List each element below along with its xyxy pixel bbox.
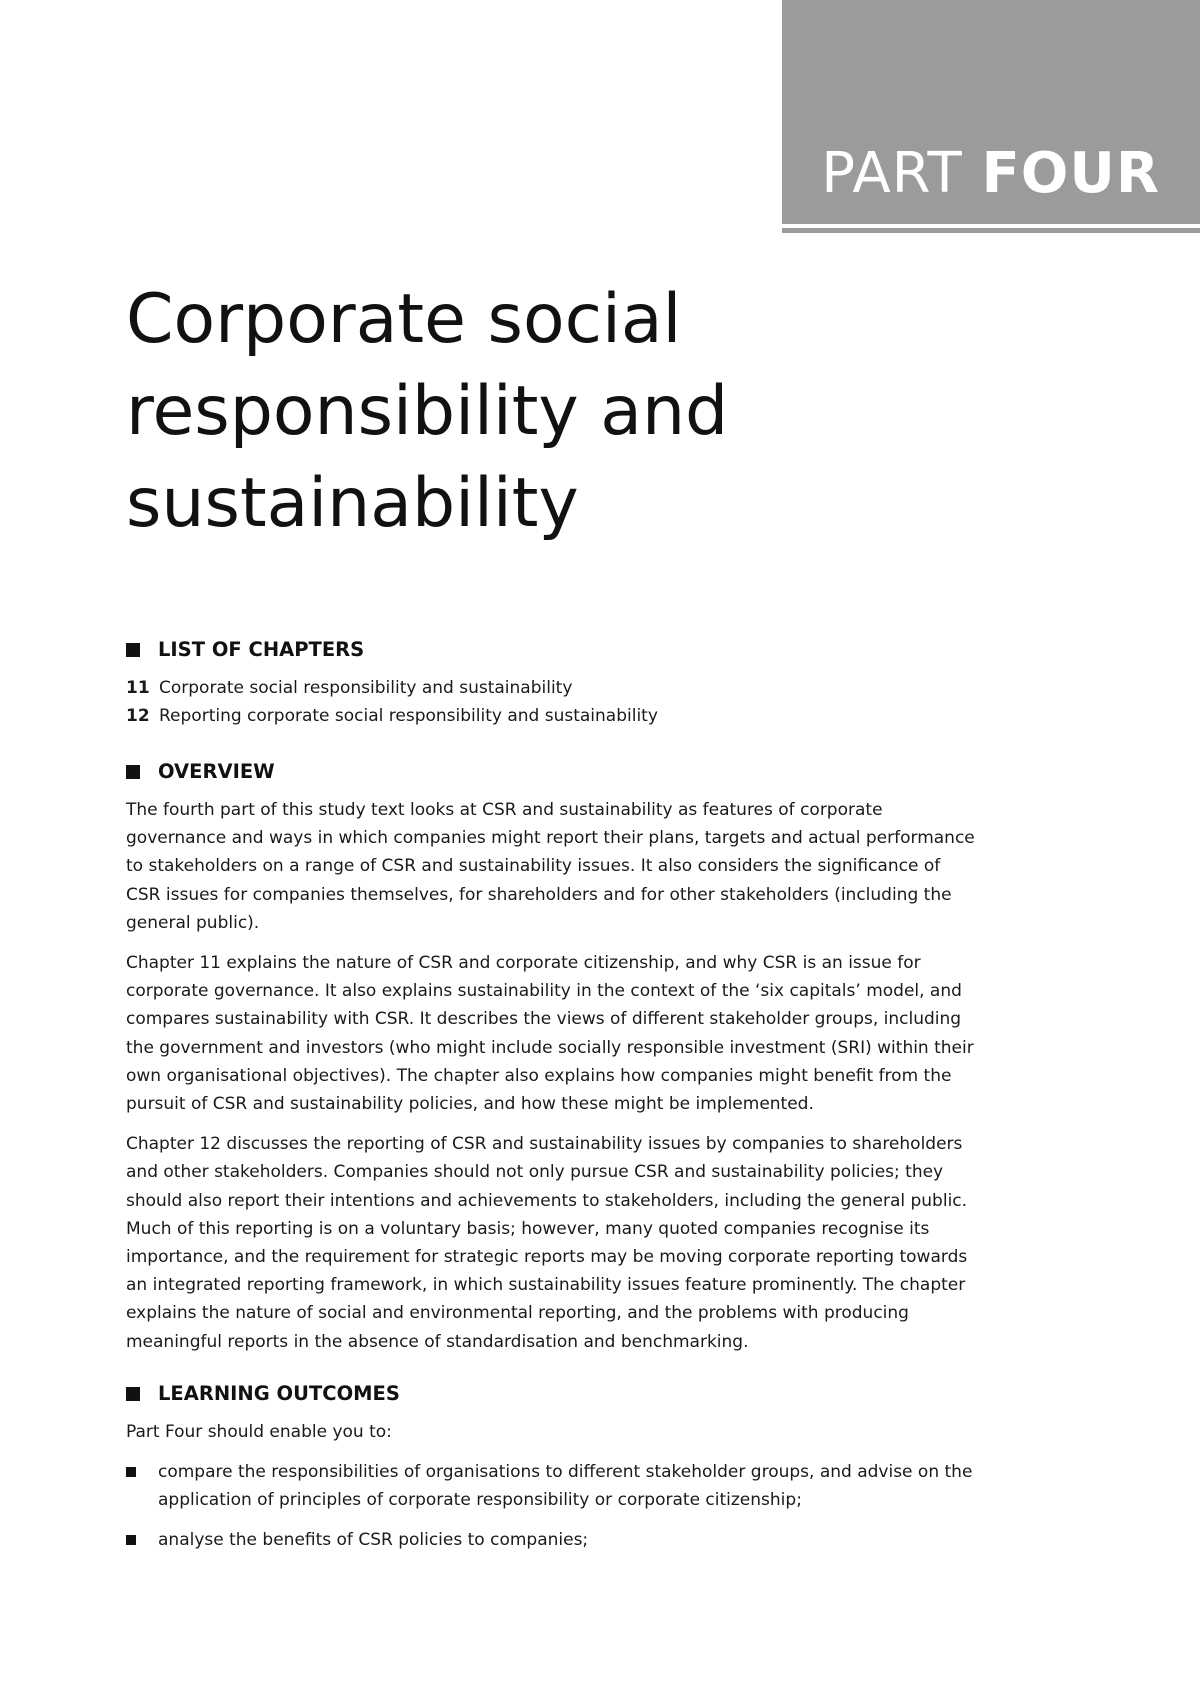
square-bullet-icon xyxy=(126,643,140,657)
part-number: FOUR xyxy=(981,141,1160,206)
square-bullet-icon xyxy=(126,1535,136,1545)
chapter-number: 11 xyxy=(126,678,150,698)
square-bullet-icon xyxy=(126,1467,136,1477)
list-of-chapters-section xyxy=(126,636,976,730)
banner-rule xyxy=(782,228,1200,233)
page-title: Corporate social responsibility and sustainability xyxy=(126,280,729,543)
learning-outcome-text: analyse the benefits of CSR policies to companies; xyxy=(158,1530,589,1551)
overview-section xyxy=(126,758,976,1356)
overview-paragraph: Chapter 11 explains the nature of CSR and corporate citizenship, and why CSR is an issue for corporate governance. It also explains sustainability in the context of the ‘six capitals’ model, and compares sustainability with CSR. It describes the views of different stakeholder groups, including the government and investors (who might include socially responsible investment (SRI) within their own organisational objectives). The chapter also explains how companies might benefit from the pursuit of CSR and sustainability policies, and how these might be implemented. xyxy=(126,953,974,1115)
part-label xyxy=(821,140,1160,208)
page-content xyxy=(126,636,976,1566)
overview-paragraph: The fourth part of this study text looks at CSR and sustainability as features of corporate governance and ways in which companies might report their plans, targets and actual performance to stakeholders on a range of CSR and sustainability issues. It also considers the significance of CSR issues for companies themselves, for shareholders and for other stakeholders (including the general public). xyxy=(126,800,975,933)
section-heading xyxy=(126,1380,976,1408)
chapter-number: 12 xyxy=(126,706,150,726)
part-word: PART xyxy=(821,141,963,206)
learning-outcomes-list xyxy=(126,1458,976,1555)
section-heading xyxy=(126,636,976,664)
list-item xyxy=(126,1526,976,1554)
learning-outcomes-intro: Part Four should enable you to: xyxy=(126,1421,392,1442)
section-heading xyxy=(126,758,976,786)
overview-heading: OVERVIEW xyxy=(158,760,275,783)
chapter-title: Corporate social responsibility and sustainability xyxy=(159,678,573,698)
learning-outcomes-heading: LEARNING OUTCOMES xyxy=(158,1381,400,1405)
part-banner xyxy=(782,0,1200,224)
list-of-chapters-heading: LIST OF CHAPTERS xyxy=(158,638,365,661)
chapter-list xyxy=(126,674,976,730)
learning-outcomes-section xyxy=(126,1380,976,1555)
overview-paragraph: Chapter 12 discusses the reporting of CSR and sustainability issues by companies to shareholders and other stakeholders. Companies should not only pursue CSR and sustainability policies; they should also report their intentions and achievements to stakeholders, including the general public. Much of this reporting is on a voluntary basis; however, many quoted companies recognise its importance, and the requirement for strategic reports may be moving corporate reporting towards an integrated reporting framework, in which sustainability issues feature prominently. The chapter explains the nature of social and environmental reporting, and the problems with producing meaningful reports in the absence of standardisation and benchmarking. xyxy=(126,1134,968,1352)
chapter-item xyxy=(126,674,976,702)
chapter-title: Reporting corporate social responsibility and sustainability xyxy=(159,706,658,726)
list-item xyxy=(126,1458,976,1514)
square-bullet-icon xyxy=(126,1387,140,1401)
square-bullet-icon xyxy=(126,765,140,779)
chapter-item xyxy=(126,702,976,730)
learning-outcome-text: compare the responsibilities of organisations to different stakeholder groups, and advise on the application of principles of corporate responsibility or corporate citizenship; xyxy=(158,1461,973,1511)
